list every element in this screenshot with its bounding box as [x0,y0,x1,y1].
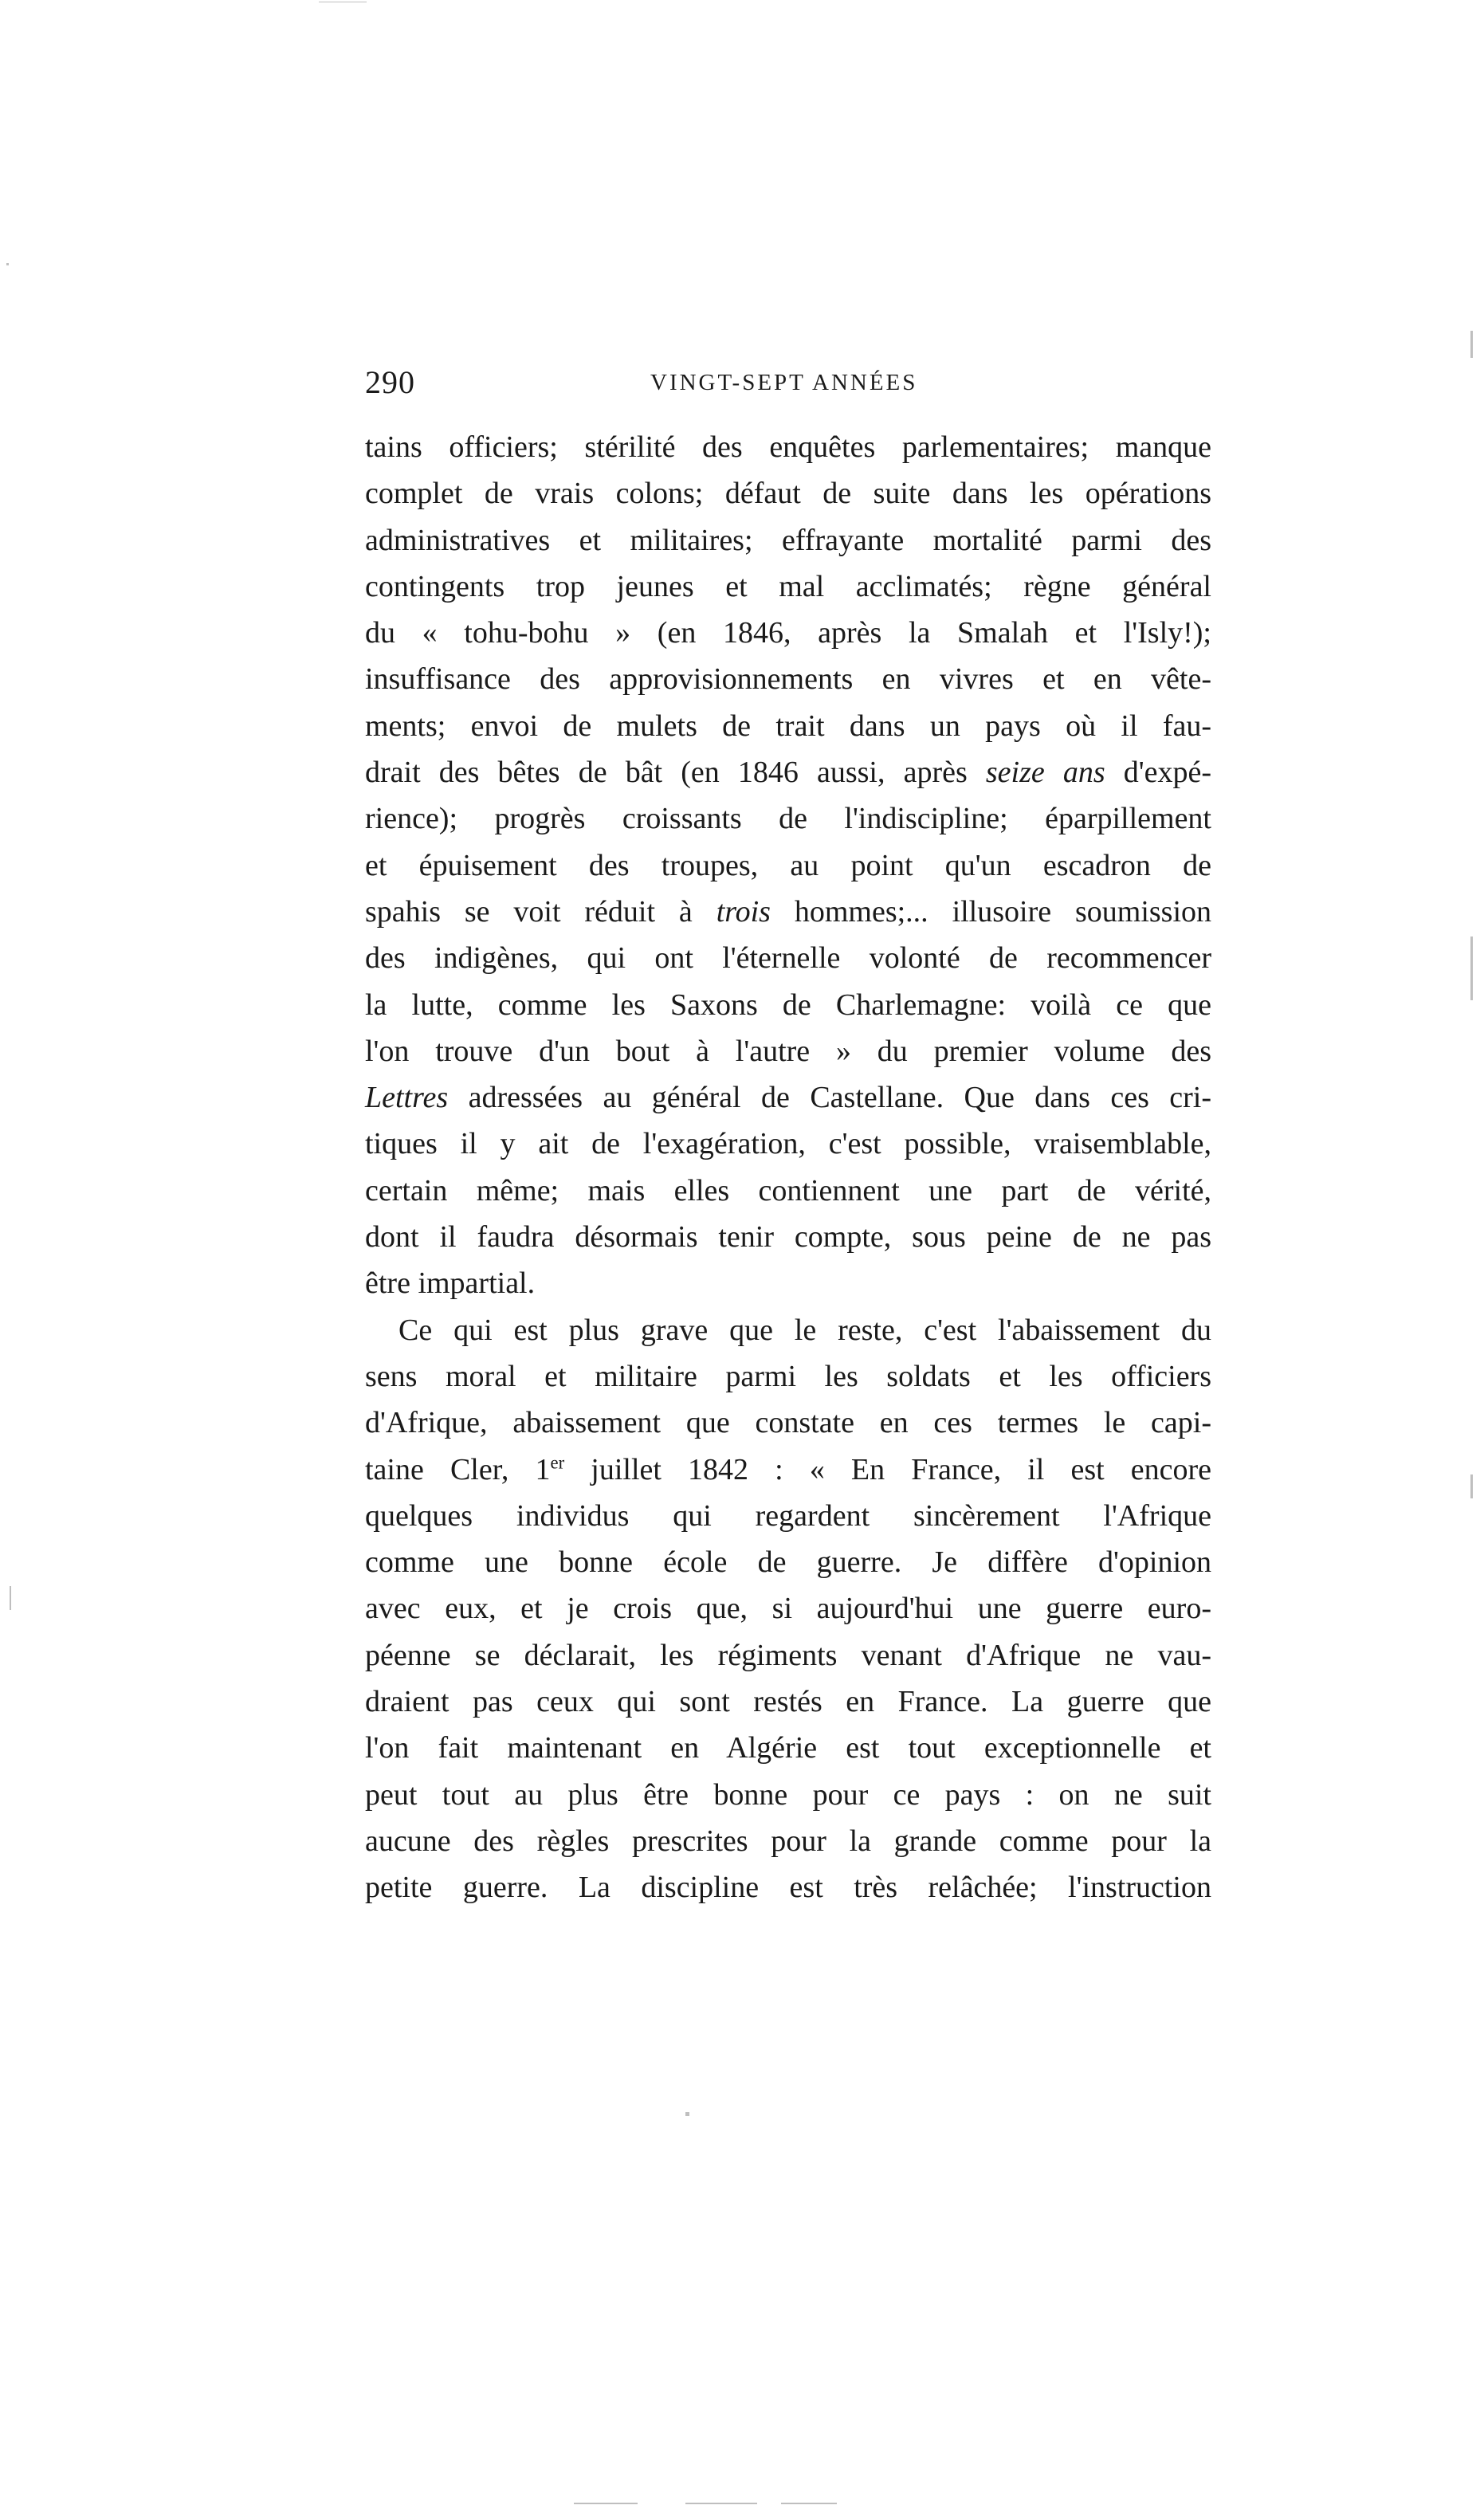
text-line: complet de vrais colons; défaut de suite dans les opérations [365,477,1211,511]
text-line: l'on trouve d'un bout à l'autre » du premier volume des [365,1034,1211,1068]
scan-speck [1470,937,1473,1000]
text-line: et épuisement des troupes, au point qu'un escadron de [365,848,1211,882]
text-line: l'on fait maintenant en Algérie est tout exceptionnelle et [365,1731,1211,1765]
text-line: des indigènes, qui ont l'éternelle volonté de recommencer [365,941,1211,976]
text-segment: drait des bêtes de bât (en 1846 aussi, après [365,756,968,790]
text-line: la lutte, comme les Saxons de Charlemagne: voilà ce que [365,988,1211,1022]
text-line: certain même; mais elles contiennent une part de vérité, [365,1173,1211,1207]
italic-text: trois [716,894,771,929]
text-line: ments; envoi de mulets de trait dans un pays où il fau- [365,709,1211,743]
scan-speck [574,2503,638,2504]
text-line [365,889,1211,935]
text-line: sens moral et militaire parmi les soldats et les officiers [365,1359,1211,1393]
text-line: péenne se déclarait, les régiments venant d'Afrique ne vau- [365,1638,1211,1672]
text-line: quelques individus qui regardent sincèrement l'Afrique [365,1498,1211,1533]
text-line: d'Afrique, abaissement que constate en ces termes le capi- [365,1406,1211,1440]
text-line: insuffisance des approvisionnements en vivres et en vête- [365,662,1211,697]
text-segment: adressées au général de Castellane. Que dans ces cri- [468,1081,1212,1115]
scan-speck [781,2503,837,2504]
italic-text: seize ans [985,756,1105,790]
text-line: tiques il y ait de l'exagération, c'est possible, vraisemblable, [365,1127,1211,1161]
scan-speck [6,263,9,265]
italic-text: Lettres [365,1081,449,1115]
superscript: er [550,1451,565,1472]
text-line: du « tohu-bohu » (en 1846, après la Smalah et l'Isly!); [365,616,1211,650]
running-title: VINGT-SEPT ANNÉES [650,370,918,395]
text-line: aucune des règles prescrites pour la grande comme pour la [365,1824,1211,1858]
text-line: être impartial. [365,1266,536,1301]
text-line: tains officiers; stérilité des enquêtes parlementaires; manque [365,430,1211,464]
scan-speck [685,2112,689,2116]
text-line [365,1447,1211,1493]
scan-speck [10,1586,11,1610]
text-line [365,1074,1211,1121]
body-text [365,424,1211,1911]
paragraph-2 [365,1307,1211,1911]
text-line: peut tout au plus être bonne pour ce pays : on ne suit [365,1777,1211,1812]
text-line: administratives et militaires; effrayante mortalité parmi des [365,523,1211,557]
scan-speck [685,2503,757,2504]
page-number: 290 [365,364,415,400]
text-segment: taine Cler, 1 [365,1452,551,1486]
text-line: draient pas ceux qui sont restés en France. La guerre que [365,1685,1211,1719]
text-segment: hommes;... illusoire soumission [794,894,1212,929]
scan-speck [1470,1474,1473,1498]
text-line: dont il faudra désormais tenir compte, sous peine de ne pas [365,1220,1211,1255]
paragraph-1 [365,424,1211,1307]
text-segment: juillet 1842 : « En France, il est encore [591,1452,1212,1486]
text-line: comme une bonne école de guerre. Je diffère d'opinion [365,1545,1211,1580]
text-line: petite guerre. La discipline est très relâchée; l'instruction [365,1871,1211,1905]
text-line: contingents trop jeunes et mal acclimatés; règne général [365,569,1211,603]
running-head [365,363,1211,402]
text-line [365,749,1211,795]
text-segment: d'expé- [1123,756,1212,790]
text-segment: spahis se voit réduit à [365,894,693,929]
text-line: rience); progrès croissants de l'indiscipline; éparpillement [365,802,1211,836]
scan-speck [1470,331,1473,358]
text-line: avec eux, et je crois que, si aujourd'hui une guerre euro- [365,1592,1211,1626]
text-line: Ce qui est plus grave que le reste, c'est l'abaissement du [398,1313,1211,1347]
